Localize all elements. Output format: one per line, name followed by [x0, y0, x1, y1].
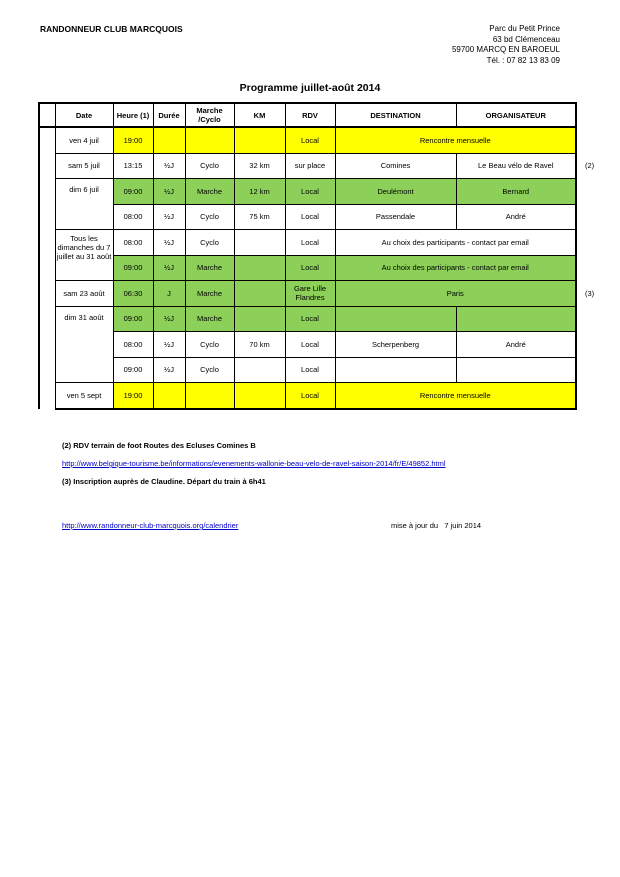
table-row: [39, 230, 602, 256]
table-row: [39, 332, 602, 358]
duration-cell: [153, 127, 185, 153]
table-row: [39, 281, 602, 307]
club-name: RANDONNEUR CLUB MARCQUOIS: [40, 24, 183, 34]
duration-cell: ½J: [153, 204, 185, 230]
organizer-cell: Le Beau vélo de Ravel: [456, 153, 576, 179]
date-cell: sam 5 juil: [55, 153, 113, 179]
date-cell: ven 5 sept: [55, 383, 113, 409]
type-cell: Cyclo: [185, 204, 234, 230]
column-header: Durée: [153, 103, 185, 127]
destination-cell: Au choix des participants - contact par email: [335, 255, 576, 281]
event-cell: Rencontre mensuelle: [335, 127, 576, 153]
type-cell: Marche: [185, 306, 234, 332]
duration-cell: ½J: [153, 153, 185, 179]
table-row: [39, 153, 602, 179]
left-spacer: [39, 127, 55, 409]
time-cell: 19:00: [113, 127, 153, 153]
destination-cell: Deulémont: [335, 179, 456, 205]
time-cell: 08:00: [113, 230, 153, 256]
duration-cell: J: [153, 281, 185, 307]
programme-table: [38, 102, 603, 410]
table-row: [39, 179, 602, 205]
table-row: [39, 127, 602, 153]
calendar-link[interactable]: http://www.randonneur-club-marcquois.org/calendrier: [62, 521, 239, 530]
destination-cell: Scherpenberg: [335, 332, 456, 358]
destination-cell: Comines: [335, 153, 456, 179]
page-title: Programme juillet-août 2014: [239, 82, 381, 94]
footnote-ref: (2): [576, 153, 602, 179]
column-header: DESTINATION: [335, 103, 456, 127]
time-cell: 08:00: [113, 332, 153, 358]
km-cell: [234, 357, 285, 383]
organizer-cell: André: [456, 332, 576, 358]
time-cell: 13:15: [113, 153, 153, 179]
destination-cell: Paris: [335, 281, 576, 307]
type-cell: Cyclo: [185, 230, 234, 256]
km-cell: 32 km: [234, 153, 285, 179]
type-cell: Cyclo: [185, 153, 234, 179]
update-label: mise à jour du: [391, 521, 439, 530]
event-cell: Rencontre mensuelle: [335, 383, 576, 409]
rdv-cell: Local: [285, 383, 335, 409]
type-cell: Marche: [185, 281, 234, 307]
rdv-cell: Local: [285, 179, 335, 205]
duration-cell: ½J: [153, 357, 185, 383]
rdv-cell: Local: [285, 332, 335, 358]
address-line: 63 bd Clémenceau: [492, 34, 560, 44]
address-line: 59700 MARCQ EN BAROEUL: [451, 45, 560, 54]
destination-cell: Passendale: [335, 204, 456, 230]
km-cell: [234, 383, 285, 409]
time-cell: 19:00: [113, 383, 153, 409]
rdv-cell: Local: [285, 230, 335, 256]
destination-cell: [335, 357, 456, 383]
rdv-cell: Local: [285, 204, 335, 230]
type-cell: Marche: [185, 255, 234, 281]
table-row: [39, 204, 602, 230]
column-header: Marche /Cyclo: [185, 103, 234, 127]
duration-cell: [153, 383, 185, 409]
date-cell: sam 23 août: [55, 281, 113, 307]
km-cell: [234, 127, 285, 153]
type-cell: Marche: [185, 179, 234, 205]
time-cell: 08:00: [113, 204, 153, 230]
footnote-3: (3) Inscription auprès de Claudine. Départ du train à 6h41: [62, 477, 266, 486]
update-info: [391, 521, 481, 530]
address-phone: Tél. : 07 82 13 83 09: [486, 55, 560, 65]
update-date: 7 juin 2014: [444, 521, 482, 530]
ravel-event-link[interactable]: http://www.belgique-tourisme.be/informations/evenements-wallonie-beau-velo-de-ravel-saison-2014/fr/E/49852.html: [62, 459, 446, 468]
table-header-row: [39, 103, 602, 127]
rdv-cell: Local: [285, 255, 335, 281]
destination-cell: [335, 306, 456, 332]
column-header: Heure (1): [113, 103, 153, 127]
km-cell: 70 km: [234, 332, 285, 358]
date-cell: dim 31 août: [55, 306, 113, 383]
duration-cell: ½J: [153, 332, 185, 358]
type-cell: Cyclo: [185, 357, 234, 383]
rdv-cell: Local: [285, 127, 335, 153]
duration-cell: ½J: [153, 255, 185, 281]
column-header: KM: [234, 103, 285, 127]
type-cell: Cyclo: [185, 332, 234, 358]
time-cell: 09:00: [113, 306, 153, 332]
km-cell: [234, 306, 285, 332]
organizer-cell: André: [456, 204, 576, 230]
organizer-cell: [456, 357, 576, 383]
date-cell: dim 6 juil: [55, 179, 113, 230]
table-row: [39, 383, 602, 409]
address-line: Parc du Petit Prince: [489, 24, 560, 33]
km-cell: 12 km: [234, 179, 285, 205]
time-cell: 09:00: [113, 357, 153, 383]
rdv-cell: sur place: [285, 153, 335, 179]
duration-cell: ½J: [153, 179, 185, 205]
table-row: [39, 255, 602, 281]
column-header: ORGANISATEUR: [456, 103, 576, 127]
duration-cell: ½J: [153, 306, 185, 332]
km-cell: [234, 230, 285, 256]
table-row: [39, 306, 602, 332]
km-cell: [234, 255, 285, 281]
date-cell: ven 4 juil: [55, 127, 113, 153]
km-cell: 75 km: [234, 204, 285, 230]
type-cell: [185, 383, 234, 409]
date-cell: Tous les dimanches du 7 juillet au 31 août: [55, 230, 113, 281]
duration-cell: ½J: [153, 230, 185, 256]
header-spacer: [39, 103, 55, 127]
rdv-cell: Gare Lille Flandres: [285, 281, 335, 307]
table-row: [39, 357, 602, 383]
destination-cell: Au choix des participants - contact par email: [335, 230, 576, 256]
organizer-cell: [456, 306, 576, 332]
footnote-2: (2) RDV terrain de foot Routes des Ecluses Comines B: [62, 441, 256, 450]
time-cell: 06:30: [113, 281, 153, 307]
rdv-cell: Local: [285, 306, 335, 332]
organizer-cell: Bernard: [456, 179, 576, 205]
km-cell: [234, 281, 285, 307]
column-header: RDV: [285, 103, 335, 127]
type-cell: [185, 127, 234, 153]
time-cell: 09:00: [113, 179, 153, 205]
column-header: Date: [55, 103, 113, 127]
time-cell: 09:00: [113, 255, 153, 281]
rdv-cell: Local: [285, 357, 335, 383]
club-address: [452, 24, 560, 66]
footnote-ref: (3): [576, 281, 602, 307]
